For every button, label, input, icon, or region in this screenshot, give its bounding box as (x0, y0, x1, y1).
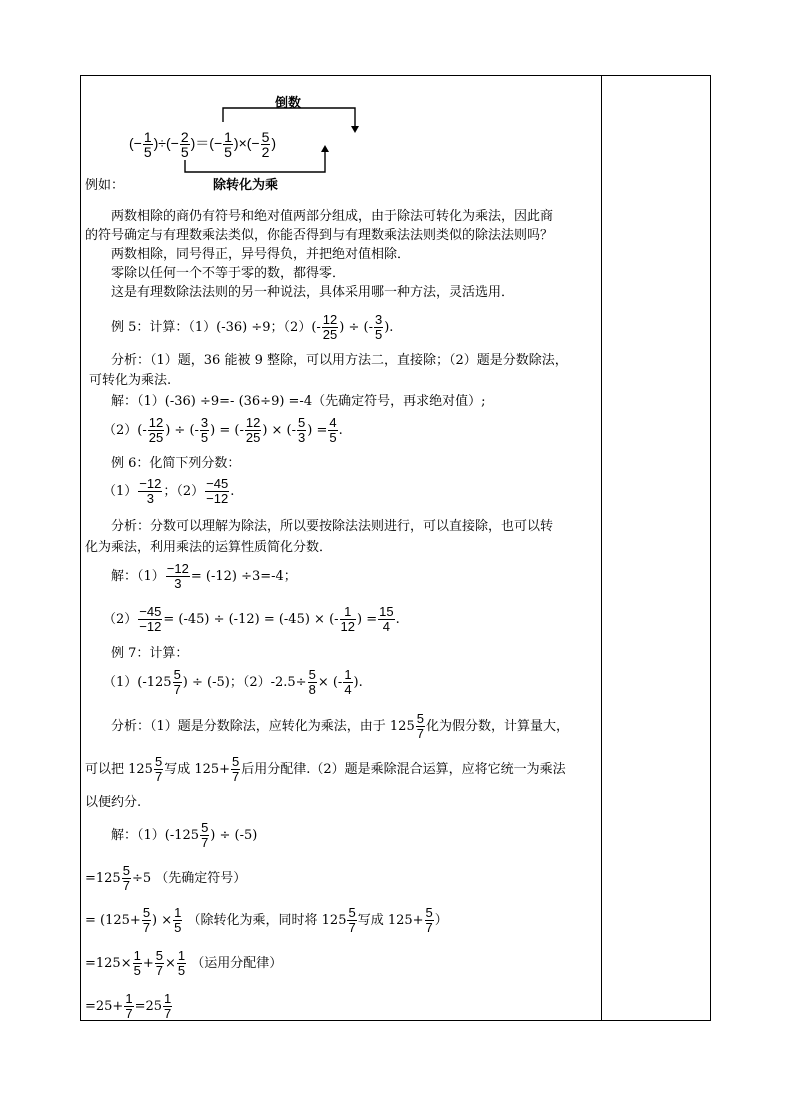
example-5: 例 5：计算：（1）(-36) ÷9；（2）(- $\frac{12}{25}$ ) ÷ (- $\frac{3}{5}$ ). (111, 312, 394, 342)
reciprocal-label: 倒数 (275, 96, 302, 111)
solution-line: 解：（1）(-125 $\frac{5}{7}$ ) ÷ (-5) (111, 820, 258, 850)
solution-line: =25+ $\frac{1}{7}$ =25 $\frac{1}{7}$ (85, 991, 172, 1021)
fraction: $\frac{5}{7}$ (173, 667, 181, 697)
fraction: $\frac{1}{12}$ (340, 604, 356, 634)
fraction: $\frac{12}{25}$ (322, 312, 338, 342)
fraction: $\frac{1}{4}$ (344, 667, 352, 697)
example-6: 例 6：化简下列分数： (111, 456, 241, 471)
fraction: $\frac{1}{5}$ (177, 948, 186, 978)
fraction: $\frac{5}{3}$ (298, 415, 306, 445)
fraction: $\frac{15}{4}$ (379, 604, 394, 634)
fraction: $\frac{1}{7}$ (125, 991, 133, 1021)
example-6-items: （1） $\frac{-12}{3}$ ；（2） $\frac{-45}{-12}$ . (103, 476, 235, 506)
analysis-line: 分析：（1）题是分数除法，应转化为乘法，由于 125 $\frac{5}{7}$ 化为假分数，计算量大， (111, 711, 569, 741)
reciprocal-diagram (85, 88, 385, 193)
fraction: $\frac{3}{5}$ (374, 312, 383, 342)
fraction: $\frac{5}{2}$ (261, 129, 270, 160)
table-column-divider (601, 75, 602, 1021)
fraction: $\frac{5}{7}$ (122, 863, 130, 893)
fraction: $\frac{5}{7}$ (201, 820, 209, 850)
fraction: $\frac{5}{7}$ (142, 905, 151, 935)
fraction: $\frac{5}{7}$ (155, 948, 163, 978)
diagram-expression: (− $\frac{1}{5}$ )÷(− $\frac{2}{5}$ )＝(− $\frac{1}{5}$ )×(− $\frac{5}{2}$ ) (129, 129, 277, 160)
solution-line: = (125+ $\frac{5}{7}$ ) × $\frac{1}{5}$ （除转化为乘，同时将 125 $\frac{5}{7}$ 写成 125+ $\frac{5}{7}$ ） (85, 905, 448, 935)
paragraph-line: 的符号确定与有理数乘法类似，你能否得到与有理数乘法法则类似的除法法则吗？ (85, 228, 554, 243)
fraction: $\frac{5}{7}$ (348, 905, 356, 935)
fraction: $\frac{3}{5}$ (200, 415, 209, 445)
paragraph-line: 这是有理数除法法则的另一种说法，具体采用哪一种方法，灵活选用． (111, 285, 515, 300)
fraction: $\frac{1}{5}$ (143, 129, 152, 160)
fraction: $\frac{4}{5}$ (329, 415, 337, 445)
analysis-line: 分析：分数可以理解为除法，所以要按除法法则进行，可以直接除，也可以转 (111, 519, 554, 534)
fraction: $\frac{1}{7}$ (164, 991, 172, 1021)
fraction: $\frac{5}{7}$ (416, 711, 424, 741)
fraction: $\frac{1}{5}$ (224, 129, 232, 160)
fraction: $\frac{-45}{-12}$ (139, 604, 162, 634)
example-7-items: （1）(-125 $\frac{5}{7}$ ) ÷ (-5)；（2）-2.5÷ $\frac{5}{8}$ × (- $\frac{1}{4}$ ). (103, 667, 363, 697)
solution-line: =125× $\frac{1}{5}$ + $\frac{5}{7}$ × $\frac{1}{5}$ （运用分配律） (85, 948, 283, 978)
fraction: $\frac{1}{5}$ (133, 948, 141, 978)
solution-line: 解：（1） $\frac{-12}{3}$ = (-12) ÷3=-4； (111, 561, 297, 591)
fraction: $\frac{12}{25}$ (148, 415, 164, 445)
fraction: $\frac{1}{5}$ (174, 905, 182, 935)
analysis-line: 可转化为乘法. (89, 373, 172, 388)
fraction: $\frac{-12}{3}$ (139, 476, 162, 506)
example-7: 例 7：计算： (111, 646, 189, 661)
fraction: $\frac{5}{8}$ (308, 667, 316, 697)
analysis-line: 以便约分. (85, 795, 142, 810)
fraction: $\frac{12}{25}$ (245, 415, 261, 445)
solution-line: 解：（1）(-36) ÷9=- (36÷9) =-4（先确定符号，再求绝对值）; (111, 394, 486, 409)
analysis-line: 可以把 125 $\frac{5}{7}$ 写成 125+ $\frac{5}{7}$ 后用分配律.（2）题是乘除混合运算，应将它统一为乘法 (85, 754, 566, 784)
analysis-line: 分析：（1）题，36 能被 9 整除，可以用方法二，直接除；（2）题是分数除法， (111, 353, 568, 368)
paragraph-line: 两数相除的商仍有符号和绝对值两部分组成，由于除法可转化为乘法，因此商 (111, 209, 554, 224)
analysis-line: 化为乘法，利用乘法的运算性质简化分数． (85, 540, 333, 555)
fraction: $\frac{2}{5}$ (180, 129, 189, 160)
rule-line: 零除以任何一个不等于零的数，都得零． (111, 266, 346, 281)
fraction: $\frac{5}{7}$ (154, 754, 163, 784)
example-intro: 例如： (85, 178, 125, 193)
division-to-multiplication-label: 除转化为乘 (213, 178, 279, 193)
fraction: $\frac{5}{7}$ (425, 905, 433, 935)
solution-line: （2） $\frac{-45}{-12}$ = (-45) ÷ (-12) = (-45) × (- $\frac{1}{12}$ ) = $\frac{15}{4}$ . (103, 604, 400, 634)
solution-line: =125 $\frac{5}{7}$ ÷5 （先确定符号） (85, 863, 247, 893)
solution-line: （2）(- $\frac{12}{25}$ ) ÷ (- $\frac{3}{5}$ ) = (- $\frac{12}{25}$ ) × (- $\frac{5}{3}$ ) = $\frac{4}{5}$ . (103, 415, 343, 445)
fraction: $\frac{-45}{-12}$ (206, 476, 229, 506)
fraction: $\frac{5}{7}$ (232, 754, 240, 784)
rule-line: 两数相除，同号得正，异号得负，并把绝对值相除． (111, 247, 411, 262)
fraction: $\frac{-12}{3}$ (166, 561, 189, 591)
